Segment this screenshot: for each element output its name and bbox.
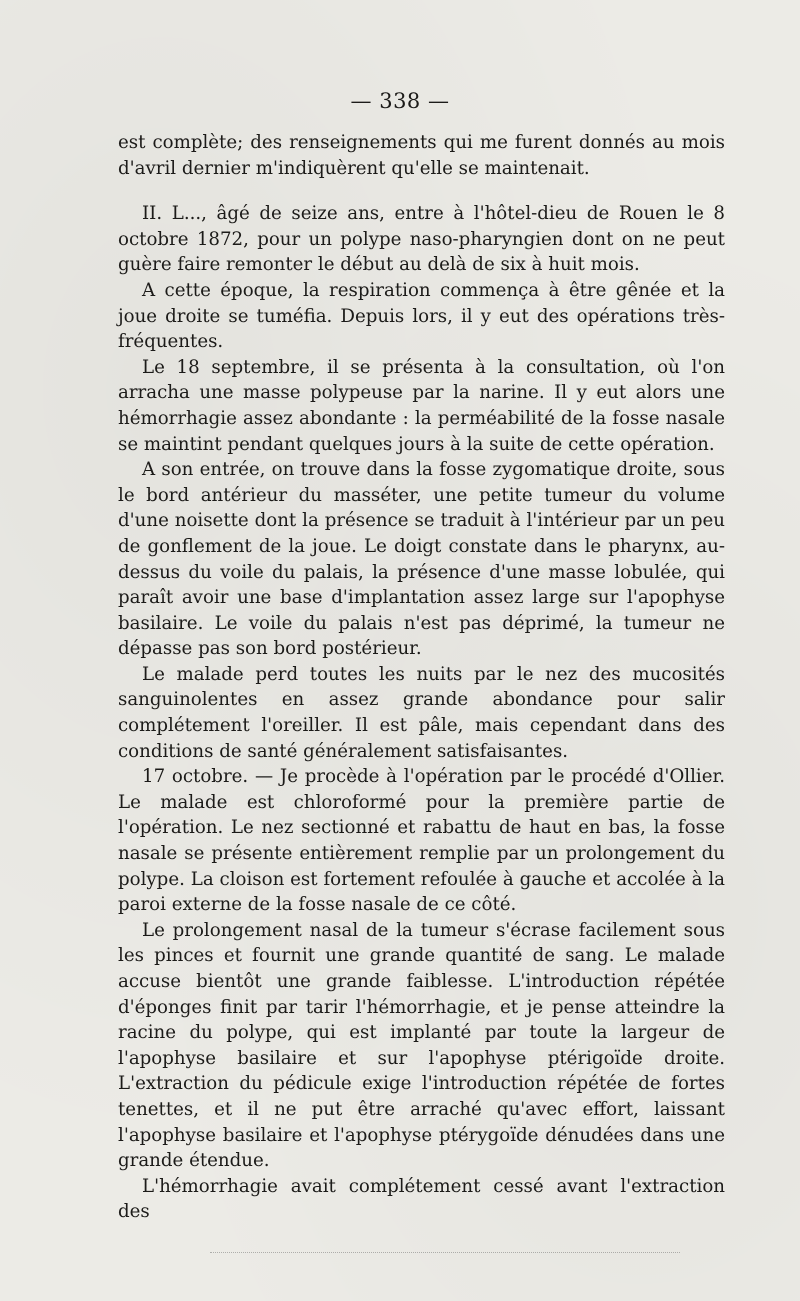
paragraph-condition: Le malade perd toutes les nuits par le nez des mucosités sanguinolentes en assez grande abondance pour salir complétement l'oreiller. Il est pâle, mais cependant dans des conditions de santé généralement satisfaisantes. (118, 663, 725, 762)
paragraph-september: Le 18 septembre, il se présenta à la consultation, où l'on arracha une masse polypeuse par la narine. Il y eut alors une hémorrhagie assez abondante : la perméabilité de la fosse nasale se maintint pendant quelques jours à la suite de cette opération. (118, 356, 725, 455)
paragraph-operation: 17 octobre. — Je procède à l'opération par le procédé d'Ollier. Le malade est chloroformé pour la première partie de l'opération. Le nez sectionné et rabattu de haut en bas, la fosse nasale se présente entièrement remplie par un prolongement du polype. La cloison est fortement refoulée à gauche et accolée à la paroi externe de la fosse nasale de ce côté. (118, 766, 725, 916)
paragraph-history: A cette époque, la respiration commença à être gênée et la joue droite se tuméfia. Depuis lors, il y eut des opérations très-fréquentes. (118, 279, 725, 353)
page-number: — 338 — (350, 89, 450, 113)
bottom-dotted-mark (210, 1252, 680, 1254)
paragraph-examination: A son entrée, on trouve dans la fosse zygomatique droite, sous le bord antérieur du masséter, une petite tumeur du volume d'une noisette dont la présence se traduit à l'intérieur par un peu de gonflement de la joue. Le doigt constate dans le pharynx, au-dessus du voile du palais, la présence d'une masse lobulée, qui paraît avoir une base d'implantation assez large sur l'apophyse basilaire. Le voile du palais n'est pas déprimé, la tumeur ne dépasse pas son bord postérieur. (118, 459, 725, 660)
paragraph-case-intro: II. L..., âgé de seize ans, entre à l'hôtel-dieu de Rouen le 8 octobre 1872, pour un polype naso-pharyngien dont on ne peut guère faire remonter le début au delà de six à huit mois. (118, 203, 725, 276)
paragraph-extraction: Le prolongement nasal de la tumeur s'écrase facilement sous les pinces et fournit une grande quantité de sang. Le malade accuse bientôt une grande faiblesse. L'introduction répétée d'éponges finit par tarir l'hémorrhagie, et je pense atteindre la racine du polype, qui est implanté par toute la largeur de l'apophyse basilaire et sur l'apophyse ptérigoïde droite. L'extraction du pédicule exige l'introduction répétée de fortes tenettes, et il ne put être arraché qu'avec effort, laissant l'apophyse basilaire et l'apophyse ptérygoïde dénudées dans une grande étendue. (118, 919, 725, 1172)
paragraph-hemorrhage: L'hémorrhagie avait complétement cessé avant l'extraction des (118, 1175, 725, 1223)
paragraph-continuation: est complète; des renseignements qui me furent donnés au mois d'avril dernier m'indiquèrent qu'elle se maintenait. (118, 132, 725, 179)
body-text (118, 130, 725, 1225)
